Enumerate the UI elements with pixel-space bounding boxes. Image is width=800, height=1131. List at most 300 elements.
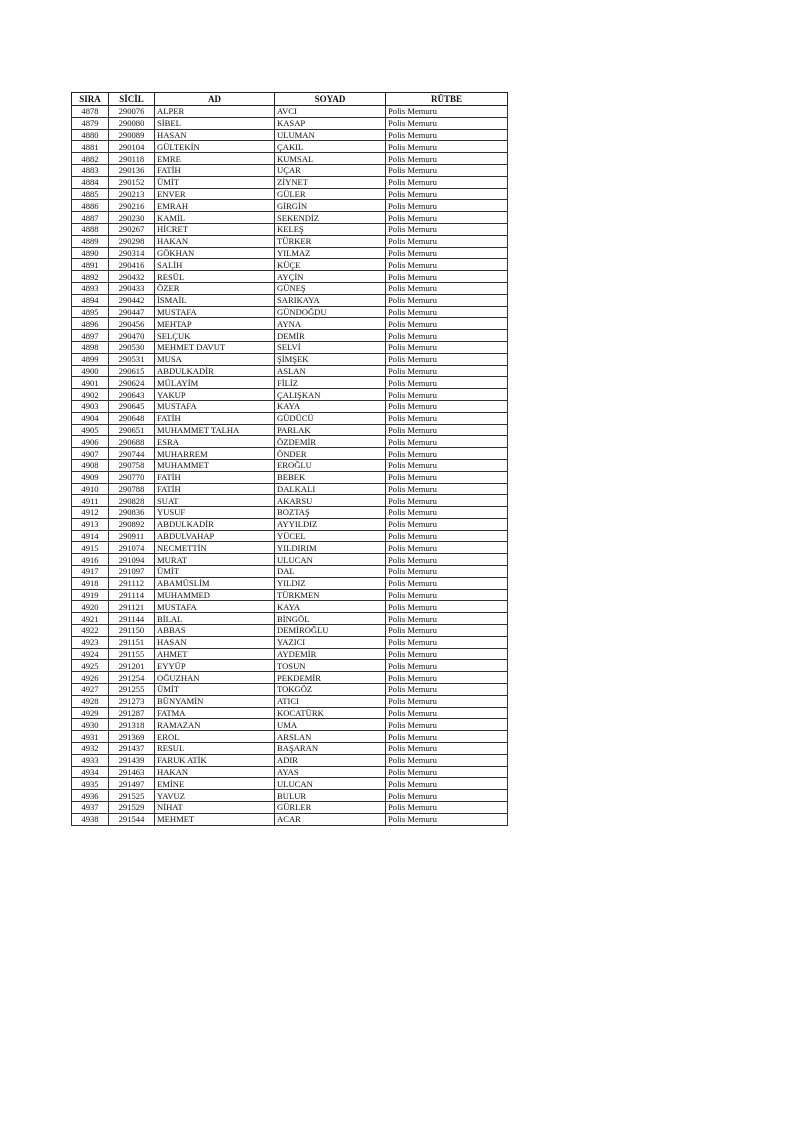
rutbe-cell: Polis Memuru xyxy=(386,507,508,519)
ad-cell: ABDULKADİR xyxy=(155,365,275,377)
rutbe-cell: Polis Memuru xyxy=(386,412,508,424)
sicil-cell: 291151 xyxy=(109,636,155,648)
sicil-cell: 290314 xyxy=(109,247,155,259)
ad-cell: HASAN xyxy=(155,129,275,141)
sicil-cell: 290531 xyxy=(109,353,155,365)
ad-cell: MUHAMMED xyxy=(155,589,275,601)
sira-cell: 4921 xyxy=(72,613,109,625)
soyad-cell: TOKGÖZ xyxy=(275,684,386,696)
table-row xyxy=(72,813,508,825)
ad-cell: ABAMÜSLİM xyxy=(155,577,275,589)
header-sira: SIRA xyxy=(72,93,109,106)
sira-cell: 4882 xyxy=(72,153,109,165)
sira-cell: 4911 xyxy=(72,495,109,507)
rutbe-cell: Polis Memuru xyxy=(386,424,508,436)
ad-cell: OĞUZHAN xyxy=(155,672,275,684)
soyad-cell: YILDIZ xyxy=(275,577,386,589)
ad-cell: FATMA xyxy=(155,707,275,719)
header-sicil: SİCİL xyxy=(109,93,155,106)
ad-cell: FATİH xyxy=(155,164,275,176)
rutbe-cell: Polis Memuru xyxy=(386,601,508,613)
soyad-cell: BOZTAŞ xyxy=(275,507,386,519)
sira-cell: 4910 xyxy=(72,483,109,495)
sicil-cell: 291112 xyxy=(109,577,155,589)
soyad-cell: ACAR xyxy=(275,813,386,825)
rutbe-cell: Polis Memuru xyxy=(386,766,508,778)
sicil-cell: 290470 xyxy=(109,330,155,342)
soyad-cell: PARLAK xyxy=(275,424,386,436)
soyad-cell: AYÇİN xyxy=(275,271,386,283)
personnel-list-sheet xyxy=(71,92,507,826)
sicil-cell: 290416 xyxy=(109,259,155,271)
rutbe-cell: Polis Memuru xyxy=(386,117,508,129)
soyad-cell: KAYA xyxy=(275,400,386,412)
table-row xyxy=(72,400,508,412)
soyad-cell: DAL xyxy=(275,566,386,578)
header-row xyxy=(72,93,508,106)
sicil-cell: 290648 xyxy=(109,412,155,424)
ad-cell: BİLAL xyxy=(155,613,275,625)
sicil-cell: 291150 xyxy=(109,625,155,637)
rutbe-cell: Polis Memuru xyxy=(386,684,508,696)
soyad-cell: KAYA xyxy=(275,601,386,613)
table-row xyxy=(72,353,508,365)
soyad-cell: GÜRLER xyxy=(275,802,386,814)
sicil-cell: 290267 xyxy=(109,223,155,235)
sicil-cell: 291254 xyxy=(109,672,155,684)
soyad-cell: ÖZDEMİR xyxy=(275,436,386,448)
sicil-cell: 290298 xyxy=(109,235,155,247)
table-row xyxy=(72,613,508,625)
rutbe-cell: Polis Memuru xyxy=(386,719,508,731)
sira-cell: 4893 xyxy=(72,282,109,294)
ad-cell: YAVUZ xyxy=(155,790,275,802)
sira-cell: 4912 xyxy=(72,507,109,519)
sicil-cell: 290433 xyxy=(109,282,155,294)
sicil-cell: 291437 xyxy=(109,743,155,755)
table-row xyxy=(72,766,508,778)
ad-cell: NECMETTİN xyxy=(155,542,275,554)
table-row xyxy=(72,790,508,802)
table-row xyxy=(72,341,508,353)
rutbe-cell: Polis Memuru xyxy=(386,164,508,176)
sira-cell: 4925 xyxy=(72,660,109,672)
sicil-cell: 290744 xyxy=(109,448,155,460)
ad-cell: MUHARREM xyxy=(155,448,275,460)
sira-cell: 4917 xyxy=(72,566,109,578)
soyad-cell: BİNGÖL xyxy=(275,613,386,625)
sira-cell: 4888 xyxy=(72,223,109,235)
ad-cell: ABBAS xyxy=(155,625,275,637)
ad-cell: MUSTAFA xyxy=(155,306,275,318)
sicil-cell: 290432 xyxy=(109,271,155,283)
table-row xyxy=(72,412,508,424)
soyad-cell: YAZICI xyxy=(275,636,386,648)
table-row xyxy=(72,282,508,294)
table-header xyxy=(72,93,508,106)
sira-cell: 4904 xyxy=(72,412,109,424)
sicil-cell: 291525 xyxy=(109,790,155,802)
table-row xyxy=(72,731,508,743)
sira-cell: 4898 xyxy=(72,341,109,353)
sira-cell: 4908 xyxy=(72,459,109,471)
sira-cell: 4897 xyxy=(72,330,109,342)
sira-cell: 4879 xyxy=(72,117,109,129)
rutbe-cell: Polis Memuru xyxy=(386,271,508,283)
rutbe-cell: Polis Memuru xyxy=(386,365,508,377)
sicil-cell: 291463 xyxy=(109,766,155,778)
soyad-cell: ULUMAN xyxy=(275,129,386,141)
sicil-cell: 290456 xyxy=(109,318,155,330)
sira-cell: 4938 xyxy=(72,813,109,825)
sicil-cell: 291144 xyxy=(109,613,155,625)
soyad-cell: KOCATÜRK xyxy=(275,707,386,719)
sicil-cell: 291497 xyxy=(109,778,155,790)
ad-cell: RESÜL xyxy=(155,271,275,283)
rutbe-cell: Polis Memuru xyxy=(386,802,508,814)
table-row xyxy=(72,672,508,684)
table-row xyxy=(72,459,508,471)
sicil-cell: 290828 xyxy=(109,495,155,507)
sira-cell: 4890 xyxy=(72,247,109,259)
sicil-cell: 290645 xyxy=(109,400,155,412)
ad-cell: SUAT xyxy=(155,495,275,507)
ad-cell: EROL xyxy=(155,731,275,743)
sira-cell: 4880 xyxy=(72,129,109,141)
ad-cell: MUSTAFA xyxy=(155,601,275,613)
sira-cell: 4905 xyxy=(72,424,109,436)
table-row xyxy=(72,389,508,401)
ad-cell: MUSA xyxy=(155,353,275,365)
rutbe-cell: Polis Memuru xyxy=(386,235,508,247)
table-row xyxy=(72,330,508,342)
table-row xyxy=(72,471,508,483)
sicil-cell: 290080 xyxy=(109,117,155,129)
ad-cell: FATİH xyxy=(155,471,275,483)
header-rutbe: RÜTBE xyxy=(386,93,508,106)
sira-cell: 4927 xyxy=(72,684,109,696)
sicil-cell: 290788 xyxy=(109,483,155,495)
soyad-cell: SEKENDİZ xyxy=(275,212,386,224)
soyad-cell: GÜLER xyxy=(275,188,386,200)
ad-cell: ABDULKADİR xyxy=(155,518,275,530)
rutbe-cell: Polis Memuru xyxy=(386,377,508,389)
rutbe-cell: Polis Memuru xyxy=(386,731,508,743)
table-row xyxy=(72,577,508,589)
sira-cell: 4936 xyxy=(72,790,109,802)
rutbe-cell: Polis Memuru xyxy=(386,707,508,719)
table-row xyxy=(72,141,508,153)
table-row xyxy=(72,271,508,283)
soyad-cell: YÜCEL xyxy=(275,530,386,542)
soyad-cell: EROĞLU xyxy=(275,459,386,471)
rutbe-cell: Polis Memuru xyxy=(386,754,508,766)
ad-cell: EMRAH xyxy=(155,200,275,212)
soyad-cell: GÜNEŞ xyxy=(275,282,386,294)
ad-cell: ENVER xyxy=(155,188,275,200)
sira-cell: 4928 xyxy=(72,695,109,707)
rutbe-cell: Polis Memuru xyxy=(386,282,508,294)
rutbe-cell: Polis Memuru xyxy=(386,471,508,483)
ad-cell: HAKAN xyxy=(155,766,275,778)
rutbe-cell: Polis Memuru xyxy=(386,566,508,578)
ad-cell: MUHAMMET xyxy=(155,459,275,471)
soyad-cell: GÜNDOĞDU xyxy=(275,306,386,318)
ad-cell: FARUK ATİK xyxy=(155,754,275,766)
soyad-cell: KUMSAL xyxy=(275,153,386,165)
table-row xyxy=(72,294,508,306)
soyad-cell: GÜDÜCÜ xyxy=(275,412,386,424)
rutbe-cell: Polis Memuru xyxy=(386,389,508,401)
table-row xyxy=(72,318,508,330)
sira-cell: 4935 xyxy=(72,778,109,790)
rutbe-cell: Polis Memuru xyxy=(386,353,508,365)
soyad-cell: ÇAKIL xyxy=(275,141,386,153)
table-row xyxy=(72,483,508,495)
rutbe-cell: Polis Memuru xyxy=(386,188,508,200)
ad-cell: İSMAİL xyxy=(155,294,275,306)
sicil-cell: 290643 xyxy=(109,389,155,401)
ad-cell: MURAT xyxy=(155,554,275,566)
table-row xyxy=(72,235,508,247)
table-row xyxy=(72,660,508,672)
sicil-cell: 291439 xyxy=(109,754,155,766)
sicil-cell: 290530 xyxy=(109,341,155,353)
ad-cell: NİHAT xyxy=(155,802,275,814)
table-row xyxy=(72,377,508,389)
sicil-cell: 291094 xyxy=(109,554,155,566)
sicil-cell: 290911 xyxy=(109,530,155,542)
sira-cell: 4892 xyxy=(72,271,109,283)
rutbe-cell: Polis Memuru xyxy=(386,660,508,672)
soyad-cell: BEBEK xyxy=(275,471,386,483)
soyad-cell: ZİYNET xyxy=(275,176,386,188)
table-row xyxy=(72,365,508,377)
rutbe-cell: Polis Memuru xyxy=(386,106,508,118)
rutbe-cell: Polis Memuru xyxy=(386,176,508,188)
ad-cell: YAKUP xyxy=(155,389,275,401)
rutbe-cell: Polis Memuru xyxy=(386,625,508,637)
table-row xyxy=(72,223,508,235)
sicil-cell: 290213 xyxy=(109,188,155,200)
sira-cell: 4924 xyxy=(72,648,109,660)
sira-cell: 4909 xyxy=(72,471,109,483)
ad-cell: RAMAZAN xyxy=(155,719,275,731)
sicil-cell: 290770 xyxy=(109,471,155,483)
soyad-cell: BULUR xyxy=(275,790,386,802)
sicil-cell: 290152 xyxy=(109,176,155,188)
sira-cell: 4932 xyxy=(72,743,109,755)
ad-cell: AHMET xyxy=(155,648,275,660)
ad-cell: ESRA xyxy=(155,436,275,448)
sicil-cell: 291074 xyxy=(109,542,155,554)
rutbe-cell: Polis Memuru xyxy=(386,813,508,825)
table-row xyxy=(72,106,508,118)
sira-cell: 4878 xyxy=(72,106,109,118)
ad-cell: RESUL xyxy=(155,743,275,755)
header-ad: AD xyxy=(155,93,275,106)
sira-cell: 4907 xyxy=(72,448,109,460)
soyad-cell: GİRGİN xyxy=(275,200,386,212)
sicil-cell: 291287 xyxy=(109,707,155,719)
soyad-cell: AYAS xyxy=(275,766,386,778)
table-row xyxy=(72,589,508,601)
soyad-cell: FİLİZ xyxy=(275,377,386,389)
sira-cell: 4914 xyxy=(72,530,109,542)
sicil-cell: 291273 xyxy=(109,695,155,707)
ad-cell: MEHTAP xyxy=(155,318,275,330)
soyad-cell: DEMİR xyxy=(275,330,386,342)
rutbe-cell: Polis Memuru xyxy=(386,318,508,330)
rutbe-cell: Polis Memuru xyxy=(386,330,508,342)
soyad-cell: PEKDEMİR xyxy=(275,672,386,684)
rutbe-cell: Polis Memuru xyxy=(386,695,508,707)
sira-cell: 4902 xyxy=(72,389,109,401)
soyad-cell: YILMAZ xyxy=(275,247,386,259)
soyad-cell: TÜRKMEN xyxy=(275,589,386,601)
soyad-cell: TÜRKER xyxy=(275,235,386,247)
rutbe-cell: Polis Memuru xyxy=(386,613,508,625)
sicil-cell: 291255 xyxy=(109,684,155,696)
ad-cell: HİCRET xyxy=(155,223,275,235)
ad-cell: SİBEL xyxy=(155,117,275,129)
sira-cell: 4887 xyxy=(72,212,109,224)
table-row xyxy=(72,636,508,648)
rutbe-cell: Polis Memuru xyxy=(386,577,508,589)
sicil-cell: 290118 xyxy=(109,153,155,165)
rutbe-cell: Polis Memuru xyxy=(386,778,508,790)
soyad-cell: ADIR xyxy=(275,754,386,766)
table-row xyxy=(72,200,508,212)
ad-cell: EMİNE xyxy=(155,778,275,790)
soyad-cell: AVCI xyxy=(275,106,386,118)
table-row xyxy=(72,164,508,176)
soyad-cell: KASAP xyxy=(275,117,386,129)
soyad-cell: AKARSU xyxy=(275,495,386,507)
soyad-cell: UÇAR xyxy=(275,164,386,176)
sicil-cell: 291369 xyxy=(109,731,155,743)
sicil-cell: 290688 xyxy=(109,436,155,448)
sicil-cell: 290230 xyxy=(109,212,155,224)
soyad-cell: DALKALI xyxy=(275,483,386,495)
sicil-cell: 291121 xyxy=(109,601,155,613)
table-row xyxy=(72,743,508,755)
soyad-cell: DEMİROĞLU xyxy=(275,625,386,637)
rutbe-cell: Polis Memuru xyxy=(386,542,508,554)
rutbe-cell: Polis Memuru xyxy=(386,495,508,507)
sira-cell: 4913 xyxy=(72,518,109,530)
table-row xyxy=(72,542,508,554)
ad-cell: MUHAMMET TALHA xyxy=(155,424,275,436)
rutbe-cell: Polis Memuru xyxy=(386,129,508,141)
ad-cell: ÜMİT xyxy=(155,684,275,696)
soyad-cell: AYNA xyxy=(275,318,386,330)
sicil-cell: 291097 xyxy=(109,566,155,578)
table-row xyxy=(72,566,508,578)
sira-cell: 4926 xyxy=(72,672,109,684)
sicil-cell: 291529 xyxy=(109,802,155,814)
rutbe-cell: Polis Memuru xyxy=(386,589,508,601)
table-row xyxy=(72,117,508,129)
sira-cell: 4899 xyxy=(72,353,109,365)
sira-cell: 4930 xyxy=(72,719,109,731)
soyad-cell: AYYILDIZ xyxy=(275,518,386,530)
rutbe-cell: Polis Memuru xyxy=(386,648,508,660)
ad-cell: ALPER xyxy=(155,106,275,118)
sira-cell: 4919 xyxy=(72,589,109,601)
rutbe-cell: Polis Memuru xyxy=(386,306,508,318)
sicil-cell: 290089 xyxy=(109,129,155,141)
ad-cell: HASAN xyxy=(155,636,275,648)
ad-cell: SALİH xyxy=(155,259,275,271)
sira-cell: 4937 xyxy=(72,802,109,814)
table-row xyxy=(72,424,508,436)
sicil-cell: 291544 xyxy=(109,813,155,825)
sira-cell: 4884 xyxy=(72,176,109,188)
rutbe-cell: Polis Memuru xyxy=(386,436,508,448)
ad-cell: MEHMET xyxy=(155,813,275,825)
sicil-cell: 290136 xyxy=(109,164,155,176)
ad-cell: MEHMET DAVUT xyxy=(155,341,275,353)
sira-cell: 4929 xyxy=(72,707,109,719)
ad-cell: BÜNYAMİN xyxy=(155,695,275,707)
table-row xyxy=(72,259,508,271)
rutbe-cell: Polis Memuru xyxy=(386,554,508,566)
sicil-cell: 291114 xyxy=(109,589,155,601)
table-row xyxy=(72,554,508,566)
ad-cell: GÜLTEKİN xyxy=(155,141,275,153)
soyad-cell: ATICI xyxy=(275,695,386,707)
soyad-cell: BAŞARAN xyxy=(275,743,386,755)
rutbe-cell: Polis Memuru xyxy=(386,672,508,684)
soyad-cell: AYDEMİR xyxy=(275,648,386,660)
sira-cell: 4931 xyxy=(72,731,109,743)
table-row xyxy=(72,778,508,790)
rutbe-cell: Polis Memuru xyxy=(386,294,508,306)
sira-cell: 4920 xyxy=(72,601,109,613)
ad-cell: MÜLAYİM xyxy=(155,377,275,389)
rutbe-cell: Polis Memuru xyxy=(386,530,508,542)
ad-cell: GÖKHAN xyxy=(155,247,275,259)
table-row xyxy=(72,448,508,460)
sira-cell: 4901 xyxy=(72,377,109,389)
table-row xyxy=(72,153,508,165)
sira-cell: 4923 xyxy=(72,636,109,648)
table-row xyxy=(72,518,508,530)
ad-cell: FATİH xyxy=(155,483,275,495)
table-row xyxy=(72,684,508,696)
sira-cell: 4894 xyxy=(72,294,109,306)
table-row xyxy=(72,129,508,141)
soyad-cell: ASLAN xyxy=(275,365,386,377)
rutbe-cell: Polis Memuru xyxy=(386,153,508,165)
table-row xyxy=(72,707,508,719)
sira-cell: 4934 xyxy=(72,766,109,778)
rutbe-cell: Polis Memuru xyxy=(386,400,508,412)
rutbe-cell: Polis Memuru xyxy=(386,518,508,530)
table-row xyxy=(72,495,508,507)
table-row xyxy=(72,507,508,519)
rutbe-cell: Polis Memuru xyxy=(386,483,508,495)
rutbe-cell: Polis Memuru xyxy=(386,141,508,153)
table-row xyxy=(72,176,508,188)
table-row xyxy=(72,625,508,637)
soyad-cell: KÜÇE xyxy=(275,259,386,271)
sicil-cell: 290624 xyxy=(109,377,155,389)
sira-cell: 4922 xyxy=(72,625,109,637)
rutbe-cell: Polis Memuru xyxy=(386,259,508,271)
sira-cell: 4885 xyxy=(72,188,109,200)
